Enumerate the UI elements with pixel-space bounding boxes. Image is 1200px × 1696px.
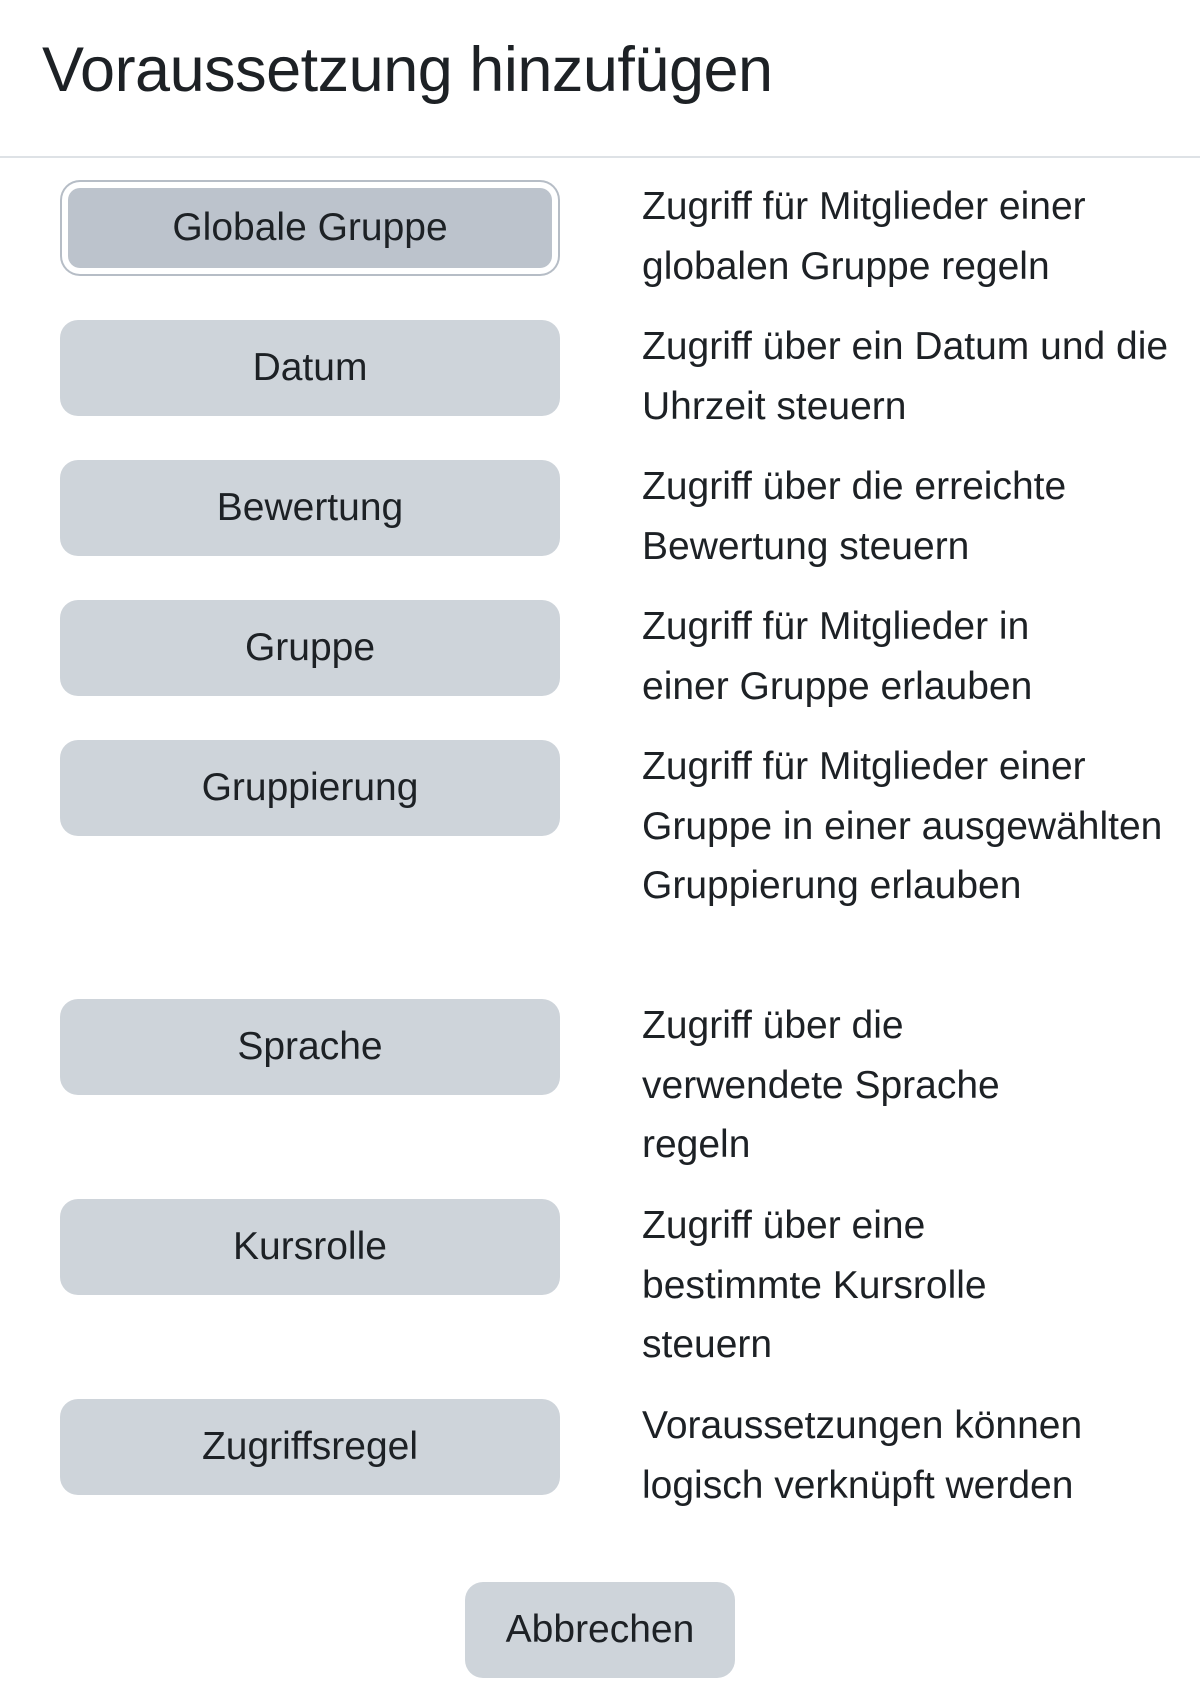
language-description: Zugriff über die verwendete Sprache regeln [642,1004,1000,1166]
cancel-button[interactable]: Abbrechen [465,1582,735,1678]
grouping-description: Zugriff für Mitglieder einer Gruppe in einer ausgewählten Gruppierung erlauben [642,745,1163,907]
global-group-button[interactable]: Globale Gruppe [68,188,552,268]
course-role-button[interactable]: Kursrolle [60,1199,560,1295]
grade-button[interactable]: Bewertung [60,460,560,556]
dialog-title: Voraussetzung hinzufügen [42,35,773,105]
grade-description: Zugriff über die erreichte Bewertung steuern [642,465,1067,568]
date-description: Zugriff über ein Datum und die Uhrzeit steuern [642,325,1169,428]
grouping-button[interactable]: Gruppierung [60,740,560,836]
group-button[interactable]: Gruppe [60,600,560,696]
course-role-description: Zugriff über eine bestimmte Kursrolle steuern [642,1204,987,1366]
global-group-description: Zugriff für Mitglieder einer globalen Gruppe regeln [642,185,1086,288]
date-button[interactable]: Datum [60,320,560,416]
group-description: Zugriff für Mitglieder in einer Gruppe erlauben [642,605,1033,708]
header-divider [0,156,1200,158]
access-rule-button[interactable]: Zugriffsregel [60,1399,560,1495]
access-rule-description: Voraussetzungen können logisch verknüpft werden [642,1404,1083,1507]
language-button[interactable]: Sprache [60,999,560,1095]
